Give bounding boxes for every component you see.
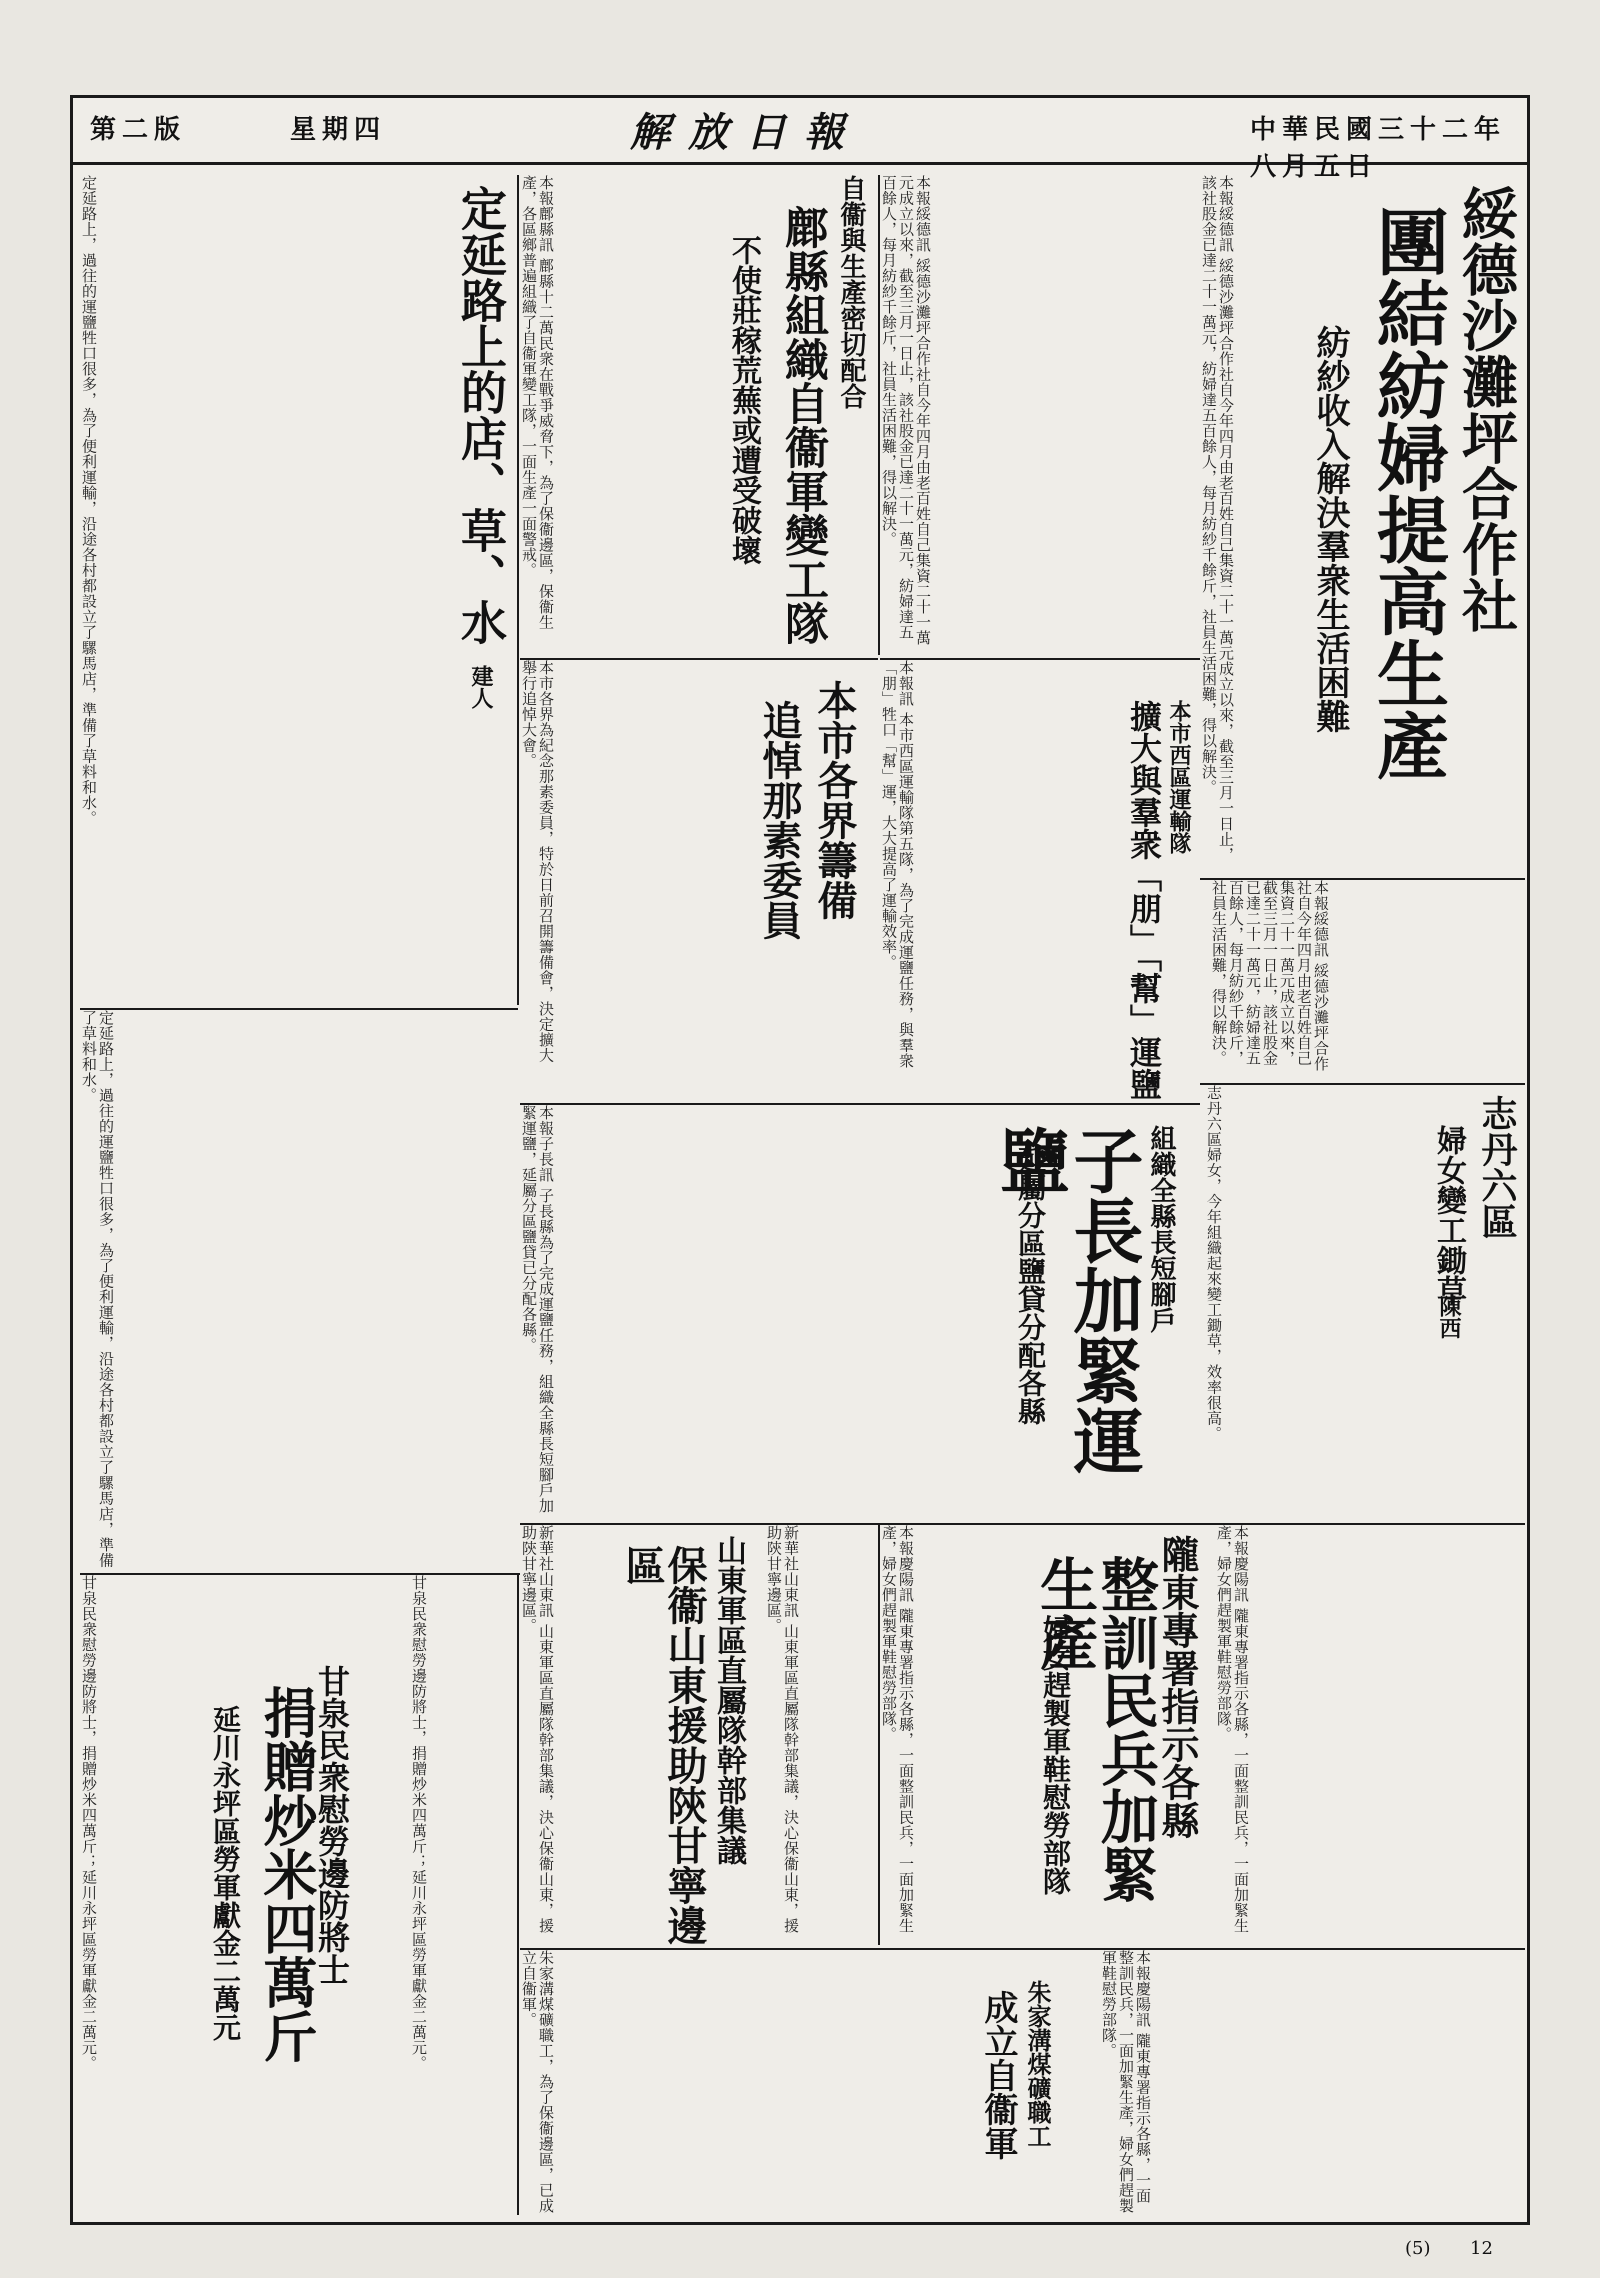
suide-body: 本報綏德訊 綏德沙灘坪合作社自今年四月由老百姓自己集資二十一萬元成立以來，截至三月一日止，該社股金已達二十一萬元，紡婦達五百餘人，每月紡紗千餘斤，社員生活困難，得以解決。: [1200, 175, 1235, 863]
article-mourning: [520, 660, 875, 1070]
section-rule: [520, 1103, 1200, 1105]
short-item-body: 本報綏德訊 綏德沙灘坪合作社自今年四月由老百姓自己集資二十一萬元成立以來，截至三月一日止，該社股金已達二十一萬元，紡婦達五百餘人，每月紡紗千餘斤，社員生活困難，得以解決。: [1210, 880, 1330, 1072]
zhidan-body: 志丹六區婦女，今年組織起來變工鋤草，效率很高。: [1205, 1085, 1223, 1442]
fuxian-headline: 鄜縣組織自衞軍變工隊: [777, 205, 828, 645]
longdong-subhead: 婦女趕製軍鞋慰勞部隊: [1039, 1615, 1072, 1895]
article-fuxian: [520, 175, 875, 655]
fuxian-body: 本報鄜縣訊 鄜縣十二萬民衆在戰爭威脅下，為了保衞邊區，保衞生產，各區鄉普遍組織了自衞軍變工隊，一面生產一面警戒。: [520, 175, 555, 630]
mourning-headline-2: 追悼那素委員: [756, 700, 803, 940]
zhidan-headline: 志丹六區: [1476, 1095, 1518, 1239]
column-rule: [878, 1525, 880, 1945]
miners-body: 朱家溝煤礦職工，為了保衞邊區，已成立自衞軍。: [520, 1950, 555, 2214]
article-suide: [1200, 175, 1525, 875]
salt-kicker: 本市西區運輸隊: [1166, 700, 1192, 854]
suide-headline: 綏德沙灘坪合作社: [1453, 185, 1519, 633]
section-rule: [1200, 878, 1525, 880]
longdong-headline: 整訓民兵加緊生產: [1030, 1555, 1159, 1903]
article-ganquan: [80, 1575, 515, 2215]
masthead-page: 第二版: [90, 115, 187, 145]
ganquan-kicker: 甘泉民衆慰勞邊防將士: [313, 1665, 351, 1985]
section-rule: [520, 1948, 1525, 1950]
masthead-paper-name: 解放日報: [630, 109, 862, 156]
page-code: 12: [1470, 2238, 1493, 2259]
section-rule: [80, 1573, 520, 1575]
zichang-kicker: 組織全縣長短腳戶: [1146, 1125, 1176, 1333]
miners-headline: 成立自衞軍: [978, 1990, 1018, 2160]
shandong-headline: 保衞山東援助陝甘寧邊區: [619, 1545, 708, 1945]
zichang-subhead: 延屬分區鹽貸分配各縣: [1014, 1145, 1047, 1425]
longdong-body-2: 本報慶陽訊 隴東專署指示各縣，一面整訓民兵，一面加緊生產，婦女們趕製軍鞋慰勞部隊。: [1215, 1525, 1250, 1934]
column-rule: [878, 175, 880, 655]
shandong-body: 新華社山東訊 山東軍區直屬隊幹部集議，決心保衞山東，援助陝甘寧邊區。: [520, 1525, 555, 1934]
masthead-weekday: 星期四: [290, 115, 387, 145]
longdong-body: 本報慶陽訊 隴東專署指示各縣，一面整訓民兵，一面加緊生產，婦女們趕製軍鞋慰勞部隊。: [880, 1525, 915, 1934]
masthead: [70, 95, 1530, 182]
zhidan-subhead: 婦女變工鋤草: [1431, 1125, 1466, 1305]
article-yanlu: [80, 175, 515, 1005]
suide-headline-2: 團結紡婦提高生產: [1365, 205, 1450, 781]
suide-body-continued: 本報綏德訊 綏德沙灘坪合作社自今年四月由老百姓自己集資二十一萬元成立以來，截至三月一日止，該社股金已達二十一萬元，紡婦達五百餘人，每月紡紗千餘斤，社員生活困難，得以解決。: [880, 175, 932, 646]
fuxian-subhead: 不使莊稼荒蕪或遭受破壞: [726, 235, 761, 565]
column-rule: [517, 175, 519, 1005]
miners-body-2: 本報慶陽訊 隴東專署指示各縣，一面整訓民兵，一面加緊生產，婦女們趕製軍鞋慰勞部隊。: [1100, 1950, 1152, 2214]
section-rule: [80, 1008, 518, 1010]
salt-body: 本報訊 本市西區運輸隊第五隊，為了完成運鹽任務，與羣衆「朋」牲口「幫」運，大大提高了運輸效率。: [880, 660, 915, 1069]
yanlu-byline: 建人: [468, 665, 494, 709]
ganquan-body-2: 甘泉民衆慰勞邊防將士，捐贈炒米四萬斤；延川永坪區勞軍獻金二萬元。: [410, 1575, 428, 2071]
section-rule: [1200, 1083, 1525, 1085]
column-rule: [517, 1575, 519, 2215]
article-miners: [520, 1950, 1525, 2215]
page-number: (5): [1405, 2238, 1431, 2259]
mourning-headline: 本市各界籌備: [811, 680, 858, 920]
left-lower-body: 定延路上，過往的運鹽牲口很多，為了便利運輸，沿途各村都設立了騾馬店，準備了草料和水。: [80, 1010, 115, 1568]
zichang-headline: 子長加緊運鹽: [988, 1125, 1145, 1475]
ganquan-subhead: 延川永坪區勞軍獻金二萬元: [209, 1705, 242, 2041]
longdong-kicker: 隴東專署指示各縣: [1155, 1535, 1200, 1839]
ganquan-body: 甘泉民衆慰勞邊防將士，捐贈炒米四萬斤；延川永坪區勞軍獻金二萬元。: [80, 1575, 98, 2071]
article-shandong: [520, 1525, 875, 1945]
yanlu-headline: 定延路上的店、草、水: [454, 185, 508, 645]
yanlu-body: 定延路上，過往的運鹽牲口很多，為了便利運輸，沿途各村都設立了騾馬店，準備了草料和水。: [80, 175, 98, 826]
section-rule: [520, 658, 878, 660]
miners-kicker: 朱家溝煤礦職工: [1023, 1980, 1052, 2148]
suide-subhead: 紡紗收入解決羣衆生活困難: [1310, 325, 1350, 733]
article-zichang: [520, 1105, 1200, 1525]
fuxian-kicker: 自衞與生產密切配合: [836, 175, 866, 409]
salt-headline: 擴大與羣衆「朋」「幫」運鹽: [1125, 700, 1163, 1100]
zichang-body: 本報子長訊 子長縣為了完成運鹽任務，組織全縣長短腳戶加緊運鹽，延屬分區鹽貸已分配各縣。: [520, 1105, 555, 1514]
mourning-body: 本市各界為紀念那素委員，特於日前召開籌備會，決定擴大舉行追悼大會。: [520, 660, 555, 1063]
article-salt: [880, 660, 1200, 1100]
section-rule: [880, 658, 1200, 660]
shandong-kicker: 山東軍區直屬隊幹部集議: [711, 1535, 746, 1865]
article-longdong: [880, 1525, 1525, 1945]
ganquan-headline: 捐贈炒米四萬斤: [255, 1685, 319, 2063]
zhidan-byline: 陳西: [1436, 1295, 1462, 1339]
shandong-body-2: 新華社山東訊 山東軍區直屬隊幹部集議，決心保衞山東，援助陝甘寧邊區。: [765, 1525, 800, 1934]
masthead-date: 中華民國三十二年八月五日: [1250, 115, 1507, 182]
